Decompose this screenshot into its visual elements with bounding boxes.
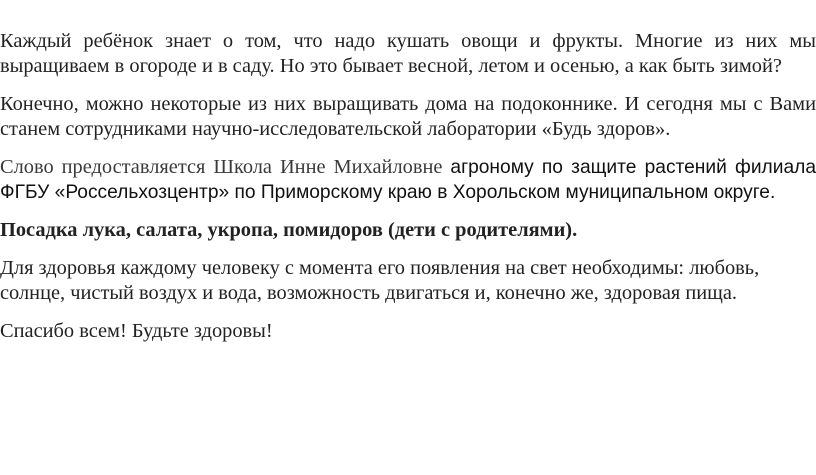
paragraph-laboratory: Конечно, можно некоторые из них выращивать дома на подоконнике. И сегодня мы с Вами станем сотрудниками научно-исследовательской лаборатории «Будь здоров». bbox=[0, 93, 816, 141]
speaker-organization-text: агроному по защите растений филиала ФГБУ «Россельхозцентр» по Приморскому краю в Хорольском муниципальном округе. bbox=[0, 157, 816, 204]
paragraph-closing: Спасибо всем! Будьте здоровы! bbox=[0, 320, 273, 343]
paragraph-planting-heading: Посадка лука, салата, укропа, помидоров (дети с родителями). bbox=[0, 219, 578, 242]
paragraph-intro: Каждый ребёнок знает о том, что надо кушать овощи и фрукты. Многие из них мы выращиваем в огороде и в саду. Но это бывает весной, летом и осенью, а как быть зимой? bbox=[0, 30, 816, 78]
paragraph-health: Для здоровья каждому человеку с момента его появления на свет необходимы: любовь, солнце, чистый воздух и вода, возможность двигаться и, конечно же, здоровая пища. bbox=[0, 257, 760, 305]
speaker-intro-text: Слово предоставляется Школа Инне Михайловне bbox=[0, 156, 443, 179]
document-body bbox=[0, 29, 816, 357]
paragraph-speaker bbox=[0, 155, 816, 206]
